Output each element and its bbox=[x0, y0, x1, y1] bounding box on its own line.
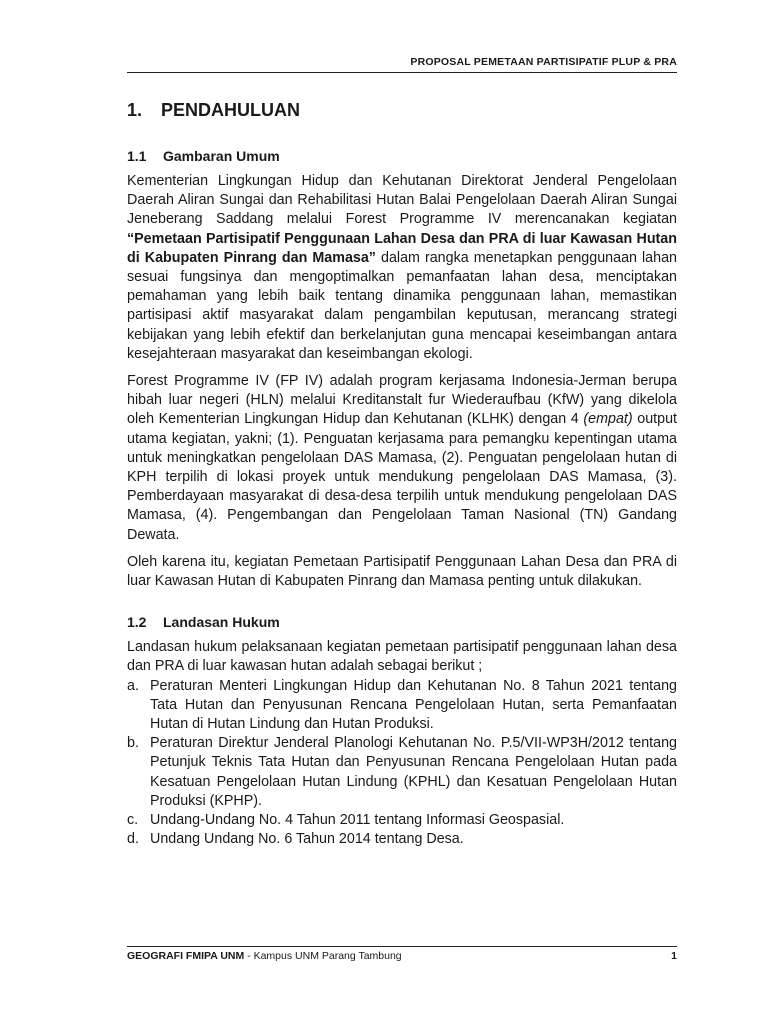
footer-brand: GEOGRAFI FMIPA UNM bbox=[127, 950, 245, 962]
chapter-title: PENDAHULUAN bbox=[161, 100, 300, 120]
footer-separator: - bbox=[244, 950, 254, 962]
list-item-text: Peraturan Menteri Lingkungan Hidup dan Kehutanan No. 8 Tahun 2021 tentang Tata Hutan dan Penyusunan Rencana Pengelolaan Hutan, serta Pemanfaatan Hutan di Hutan Lindung dan Hutan Produksi. bbox=[150, 677, 677, 733]
paragraph-1-bold-title: “Pemetaan Partisipatif Penggunaan Lahan Desa dan PRA di luar Kawasan Hutan di Kabupaten Pinrang dan Mamasa” bbox=[127, 230, 677, 266]
footer-divider bbox=[127, 946, 677, 947]
list-item-letter: d. bbox=[127, 831, 139, 848]
list-item-text: Peraturan Direktur Jenderal Planologi Kehutanan No. P.5/VII-WP3H/2012 tentang Petunjuk Teknis Tata Hutan dan Penyusunan Rencana Pengelolaan Hutan pada Kesatuan Pengelolaan Hutan Lindung (KPHL) dan Kesatuan Pengelolaan Hutan Produksi (KPHP). bbox=[150, 735, 677, 809]
list-item-text: Undang Undang No. 6 Tahun 2014 tentang Desa. bbox=[150, 831, 464, 848]
section-title: Landasan Hukum bbox=[163, 614, 280, 631]
footer-left bbox=[127, 950, 671, 962]
running-header: PROPOSAL PEMETAAN PARTISIPATIF PLUP & PRA bbox=[410, 56, 677, 68]
paragraph-2-text-a: Forest Programme IV (FP IV) adalah program kerjasama Indonesia-Jerman berupa hibah luar negeri (HLN) melalui Kreditanstalt fur Wiederaufbau (KfW) yang dikelola oleh Kementerian Lingkungan Hidup dan Kehutanan (KLHK) dengan 4 bbox=[127, 373, 677, 428]
paragraph-1 bbox=[127, 172, 677, 364]
list-item bbox=[127, 677, 677, 735]
section-number: 1.1 bbox=[127, 148, 147, 164]
paragraph-1-text-b: dalam rangka menetapkan penggunaan lahan sesuai fungsinya dan mengoptimalkan pemanfaatan lahan desa, menciptakan pemahaman yang lebih baik tentang dinamika penggunaan lahan, memastikan partisipasi aktif masyarakat dalam pengambilan keputusan, merancang strategi kebijakan yang lebih efektif dan berkelanjutan guna mencapai keseimbangan antara kesejahteraan masyarakat dan keseimbangan ekologi. bbox=[127, 249, 677, 362]
legal-basis-list bbox=[127, 677, 677, 850]
header-divider bbox=[127, 72, 677, 73]
list-item bbox=[127, 734, 677, 811]
section-title: Gambaran Umum bbox=[163, 148, 280, 164]
list-item-letter: a. bbox=[127, 677, 139, 694]
paragraph-2-italic: (empat) bbox=[583, 411, 633, 428]
list-item-letter: c. bbox=[127, 812, 139, 829]
paragraph-2 bbox=[127, 372, 677, 545]
legal-basis-intro: Landasan hukum pelaksanaan kegiatan pemetaan partisipatif penggunaan lahan desa dan PRA di luar kawasan hutan adalah sebagai berikut ; bbox=[127, 639, 677, 675]
section-heading-1-1 bbox=[127, 148, 677, 164]
paragraph-1-text-a: Kementerian Lingkungan Hidup dan Kehutanan Direktorat Jenderal Pengelolaan Daerah Aliran Sungai dan Rehabilitasi Hutan Balai Pengelolaan Daerah Aliran Sungai Jeneberang Saddang melalui Forest Programme IV merencanakan kegiatan bbox=[127, 173, 677, 228]
page-number: 1 bbox=[671, 950, 677, 962]
footer-location: Kampus UNM Parang Tambung bbox=[253, 950, 402, 962]
chapter-heading bbox=[127, 100, 677, 121]
section-number: 1.2 bbox=[127, 614, 147, 631]
chapter-number: 1. bbox=[127, 100, 143, 120]
page-content bbox=[127, 100, 677, 850]
list-item bbox=[127, 830, 677, 849]
paragraph-3: Oleh karena itu, kegiatan Pemetaan Partisipatif Penggunaan Lahan Desa dan PRA di luar Kawasan Hutan di Kabupaten Pinrang dan Mamasa penting untuk dilakukan. bbox=[127, 553, 677, 590]
list-item-text: Undang-Undang No. 4 Tahun 2011 tentang Informasi Geospasial. bbox=[150, 812, 565, 829]
list-item bbox=[127, 811, 677, 830]
section-heading-1-2 bbox=[127, 614, 677, 630]
paragraph-2-text-b: output utama kegiatan, yakni; (1). Penguatan kerjasama para pemangku kepentingan utama untuk meningkatkan pengelolaan DAS Mamasa, (2). Penguatan pengelolaan hutan di KPH terpilih di lokasi proyek untuk mendukung pengelolaan DAS Mamasa, (3). Pemberdayaan masyarakat di desa-desa terpilih untuk mendukung pengelolaan DAS Mamasa, (4). Pengembangan dan Pengelolaan Taman Nasional (TN) Gandang Dewata. bbox=[127, 411, 677, 543]
list-item-letter: b. bbox=[127, 735, 139, 752]
page-footer bbox=[127, 950, 677, 962]
